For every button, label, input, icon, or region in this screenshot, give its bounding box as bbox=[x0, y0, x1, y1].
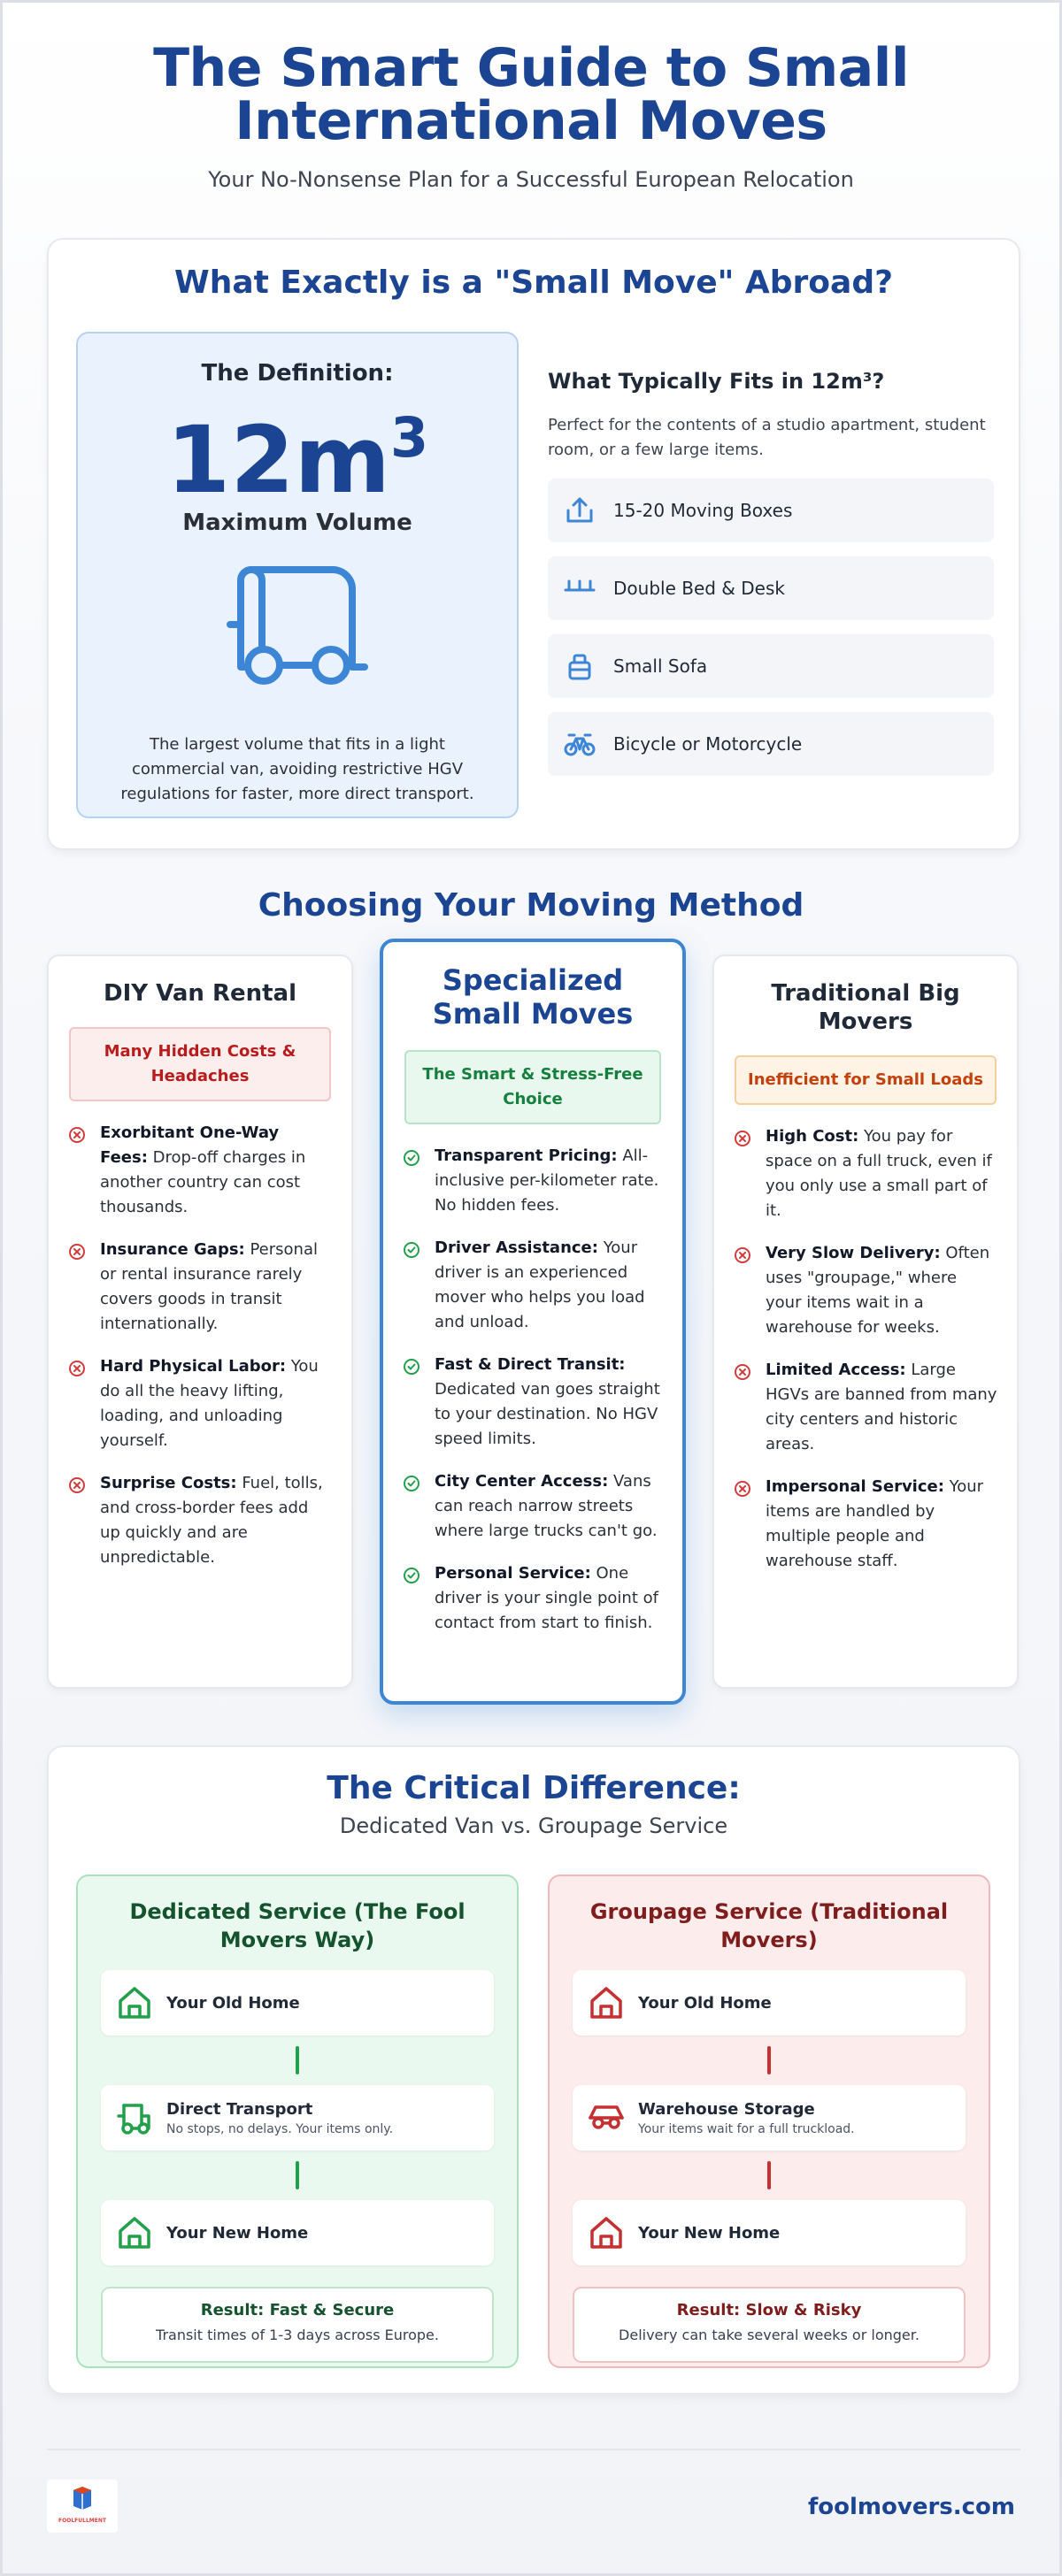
home-icon bbox=[587, 1983, 626, 2022]
step-title: Your New Home bbox=[638, 2223, 781, 2242]
traditional-title: Traditional Big Movers bbox=[771, 980, 960, 1035]
x-circle-icon bbox=[734, 1130, 753, 1223]
specialized-column bbox=[380, 939, 686, 1705]
groupage-flow bbox=[548, 1874, 990, 2368]
definition-value: $12m^3$ bbox=[165, 405, 429, 514]
diy-column bbox=[47, 954, 353, 1689]
traditional-point: Impersonal Service: Your items are handled by multiple people and warehouse staff. bbox=[734, 1475, 997, 1574]
definition-caption: Maximum Volume bbox=[182, 510, 412, 536]
fit-item-bed-desk bbox=[548, 556, 994, 620]
definition-superscript: 3 bbox=[389, 405, 429, 470]
fit-item-bicycle bbox=[548, 712, 994, 776]
page-subtitle: Your No-Nonsense Plan for a Successful European Relocation bbox=[208, 167, 854, 192]
result-title: Result: Fast & Secure bbox=[200, 2301, 395, 2319]
diy-point: Hard Physical Labor: You do all the heavy lifting, loading, and unloading yourself. bbox=[68, 1354, 332, 1453]
page-title-line-2: International Moves bbox=[235, 90, 827, 152]
result-title: Result: Slow & Risky bbox=[676, 2301, 862, 2319]
flow-step bbox=[573, 2200, 966, 2266]
specialized-points bbox=[383, 1144, 682, 1636]
fit-item-label: Small Sofa bbox=[613, 656, 708, 677]
footer-divider bbox=[47, 2449, 1020, 2450]
sofa-icon bbox=[564, 650, 596, 682]
home-icon bbox=[587, 2213, 626, 2252]
step-title: Warehouse Storage bbox=[638, 2099, 815, 2119]
step-title: Your Old Home bbox=[166, 1993, 300, 2012]
diy-title: DIY Van Rental bbox=[104, 980, 296, 1007]
definition-label: The Definition: bbox=[201, 360, 394, 387]
diy-point: Surprise Costs: Fuel, tolls, and cross-border fees add up quickly and are unpredictable. bbox=[68, 1471, 332, 1570]
x-circle-icon bbox=[734, 1363, 753, 1457]
page-title-line-1: The Smart Guide to Small bbox=[153, 37, 909, 99]
diy-badge: Many Hidden Costs & Headaches bbox=[69, 1027, 331, 1101]
step-title: Direct Transport bbox=[166, 2099, 313, 2119]
groupage-title: Groupage Service (Traditional Movers) bbox=[589, 1899, 949, 1952]
traditional-points bbox=[714, 1124, 1017, 1574]
definition-description: The largest volume that fits in a light commercial van, avoiding restrictive HGV regulations for faster, more direct transport. bbox=[120, 735, 474, 803]
specialized-point: Driver Assistance: Your driver is an experienced mover who helps you load and unload. bbox=[403, 1236, 663, 1335]
traditional-point: Very Slow Delivery: Often uses "groupage," where your items wait in a warehouse for weeks. bbox=[734, 1241, 997, 1340]
specialized-badge: The Smart & Stress-Free Choice bbox=[404, 1050, 661, 1124]
fit-item-boxes bbox=[548, 479, 994, 542]
van-outline-icon bbox=[78, 563, 517, 695]
flow-step bbox=[101, 2200, 494, 2266]
specialized-point: City Center Access: Vans can reach narrow streets where large trucks can't go. bbox=[403, 1469, 663, 1544]
groupage-result bbox=[573, 2287, 966, 2363]
fit-item-sofa bbox=[548, 634, 994, 698]
step-description: No stops, no delays. Your items only. bbox=[166, 2121, 394, 2136]
fits-title: What Typically Fits in 12m³? bbox=[548, 369, 885, 394]
traditional-column bbox=[712, 954, 1019, 1689]
specialized-title: Specialized Small Moves bbox=[432, 963, 634, 1031]
fits-description: Perfect for the contents of a studio apartment, student room, or a few large items. bbox=[548, 416, 986, 459]
definition-box bbox=[76, 332, 519, 818]
x-circle-icon bbox=[68, 1243, 88, 1337]
bicycle-icon bbox=[564, 728, 596, 760]
flow-connector bbox=[296, 2161, 299, 2189]
traditional-badge: Inefficient for Small Loads bbox=[735, 1055, 997, 1105]
step-title: Your Old Home bbox=[638, 1993, 772, 2012]
specialized-point: Transparent Pricing: All-inclusive per-kilometer rate. No hidden fees. bbox=[403, 1144, 663, 1218]
company-logo[interactable] bbox=[47, 2480, 118, 2533]
flow-step bbox=[101, 2085, 494, 2150]
x-circle-icon bbox=[68, 1360, 88, 1453]
flow-step bbox=[573, 2085, 966, 2150]
fit-item-label: 15-20 Moving Boxes bbox=[613, 500, 793, 521]
header bbox=[3, 3, 1059, 192]
check-circle-icon bbox=[403, 1149, 422, 1218]
dedicated-result bbox=[101, 2287, 494, 2363]
fits-panel bbox=[548, 369, 994, 790]
logo-text: FOOLFULLMENT bbox=[58, 2518, 106, 2524]
page-title bbox=[3, 37, 1059, 152]
flow-connector bbox=[767, 2046, 771, 2074]
groupage-steps bbox=[573, 1970, 966, 2266]
small-move-card bbox=[47, 238, 1020, 850]
step-description: Your items wait for a full truckload. bbox=[638, 2121, 855, 2136]
fit-item-label: Double Bed & Desk bbox=[613, 578, 785, 599]
dedicated-title: Dedicated Service (The Fool Movers Way) bbox=[129, 1899, 466, 1952]
home-icon bbox=[115, 2213, 154, 2252]
step-title: Your New Home bbox=[166, 2223, 309, 2242]
specialized-point: Fast & Direct Transit: Dedicated van goes straight to your destination. No HGV speed limits. bbox=[403, 1353, 663, 1452]
traditional-point: Limited Access: Large HGVs are banned from many city centers and historic areas. bbox=[734, 1358, 997, 1457]
methods-title: Choosing Your Moving Method bbox=[258, 887, 804, 924]
x-circle-icon bbox=[68, 1126, 88, 1220]
check-circle-icon bbox=[403, 1475, 422, 1544]
x-circle-icon bbox=[734, 1246, 753, 1340]
flow-connector bbox=[767, 2161, 771, 2189]
warehouse-icon bbox=[587, 2098, 626, 2137]
traditional-point: High Cost: You pay for space on a full truck, even if you only use a small part of it. bbox=[734, 1124, 997, 1223]
small-move-title: What Exactly is a "Small Move" Abroad? bbox=[174, 264, 893, 301]
check-circle-icon bbox=[403, 1241, 422, 1335]
difference-title: The Critical Difference: bbox=[327, 1770, 741, 1806]
result-description: Delivery can take several weeks or longer. bbox=[619, 2327, 920, 2343]
check-circle-icon bbox=[403, 1358, 422, 1452]
diy-points bbox=[49, 1121, 351, 1570]
box-upload-icon bbox=[564, 494, 596, 526]
fits-list bbox=[548, 479, 994, 776]
diy-point: Exorbitant One-Way Fees: Drop-off charges in another country can cost thousands. bbox=[68, 1121, 332, 1220]
x-circle-icon bbox=[68, 1476, 88, 1570]
diy-point: Insurance Gaps: Personal or rental insurance rarely covers goods in transit internationally. bbox=[68, 1238, 332, 1337]
bed-desk-icon bbox=[564, 572, 596, 604]
result-description: Transit times of 1-3 days across Europe. bbox=[156, 2327, 439, 2343]
flow-step bbox=[101, 1970, 494, 2036]
x-circle-icon bbox=[734, 1480, 753, 1574]
website-link[interactable]: foolmovers.com bbox=[807, 2494, 1015, 2520]
flow-step bbox=[573, 1970, 966, 2036]
truck-icon bbox=[115, 2098, 154, 2137]
difference-card bbox=[47, 1745, 1020, 2395]
specialized-point: Personal Service: One driver is your single point of contact from start to finish. bbox=[403, 1561, 663, 1636]
flow-connector bbox=[296, 2046, 299, 2074]
difference-subtitle: Dedicated Van vs. Groupage Service bbox=[339, 1813, 728, 1838]
check-circle-icon bbox=[403, 1567, 422, 1636]
dedicated-flow bbox=[76, 1874, 519, 2368]
home-icon bbox=[115, 1983, 154, 2022]
fit-item-label: Bicycle or Motorcycle bbox=[613, 733, 803, 755]
dedicated-steps bbox=[101, 1970, 494, 2266]
logo-mark-icon bbox=[47, 2480, 118, 2518]
